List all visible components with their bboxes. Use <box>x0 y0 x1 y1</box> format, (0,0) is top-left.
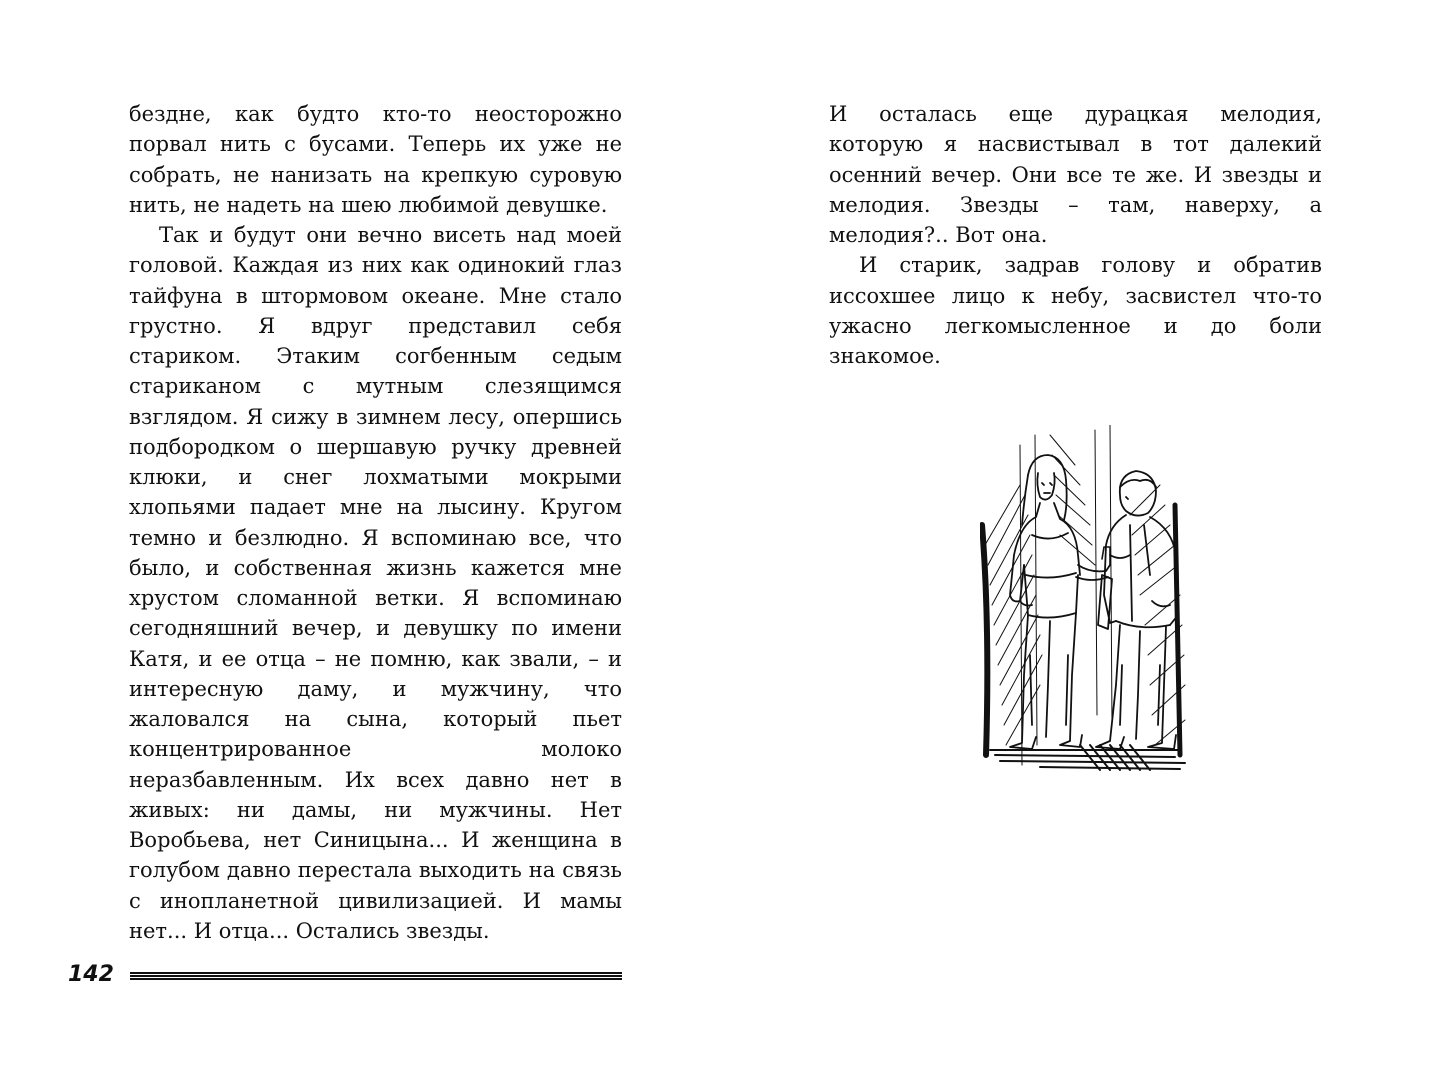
paragraph: безднe, как будто кто-то неосторожно порвал нить с бусами. Теперь их уже не собрать, не нанизать на крепкую суровую нить, не надеть на шею любимой девушке. <box>129 102 622 217</box>
paragraph: Так и будут они вечно висеть над моей головой. Каждая из них как одинокий глаз тайфуна в штормовом океане. Мне стало грустно. Я вдруг представил себя стариком. Этаким согбенным седым старикaном с мутным слезящимся взглядом. Я сижу в зимнем лесу, опершись подбородком о шершавую ручку древней клюки, и снег лохматыми мокрыми хлопьями падает мне на лысину. Кругом темно и безлюдно. Я вспоминаю все, что было, и собственная жизнь кажется мне хрустом сломанной ветки. Я вспоминаю сегодняшний вечер, и девушку по имени Катя, и ее отца – не помню, как звали, – и интересную даму, и мужчину, что жаловался на сына, который пьет концентрированное молоко неразбавленным. Их всех давно нет в живых: ни дамы, ни мужчины. Нет Воробьева, нет Синицына... И женщина в голубом давно перестала выходить на связь с инопланетной цивилизацией. И мамы нет... И отца... Остались звезды. <box>129 223 622 943</box>
paragraph: И старик, задрав голову и обратив иссохшее лицо к небу, засвистел что-то ужасно легкомысленное и до боли знакомое. <box>829 253 1322 368</box>
ground-shadow <box>990 745 1185 770</box>
left-page-text <box>129 99 622 946</box>
right-page-text <box>829 99 1322 371</box>
boy-figure <box>1096 471 1178 749</box>
page-footer <box>68 958 628 992</box>
right-page <box>725 0 1450 1080</box>
paragraph: И осталась еще дурацкая мелодия, которую я насвистывал в тот далекий осенний вечер. Они все те же. И звезды и мелодия. Звезды – там, наверху, а мелодия?.. Вот она. <box>829 102 1322 247</box>
background-hatching <box>985 425 1185 765</box>
page-number: 142 <box>68 962 114 987</box>
footer-rule <box>130 972 622 980</box>
illustration-two-teens-sketch <box>980 425 1190 773</box>
